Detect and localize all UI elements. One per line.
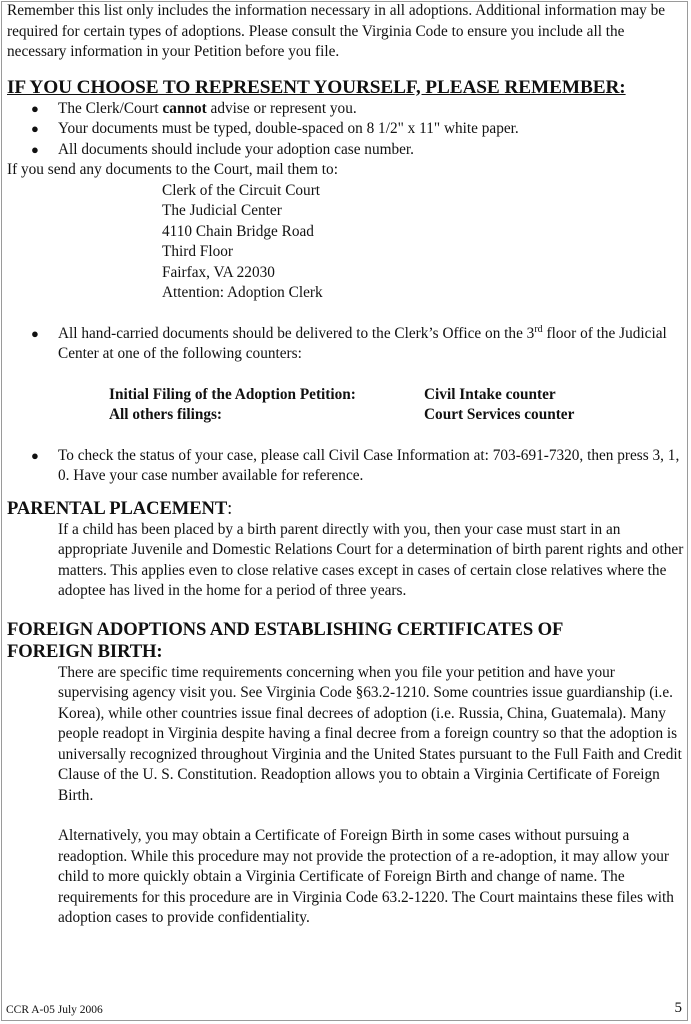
table-row [109,385,687,406]
bullet-icon: ● [31,121,39,136]
parental-paragraph: If a child has been placed by a birth parent directly with you, then your case must start in an appropriate Juvenile and Domestic Relations Court for a determination of birth parent rights and other matters. This applies even to close relative cases except in cases of certain close relatives where the adoptee has lived in the home for a period of three years. [58,520,684,599]
list-item: ● To check the status of your case, please call Civil Case Information at: 703-691-7320, then press 3, 1, 0. Have your case number available for reference. [31,446,680,484]
parental-heading: PARENTAL PLACEMENT: [7,497,233,519]
counter-label: Initial Filing of the Adoption Petition: [109,385,356,403]
foreign-paragraph-2: Alternatively, you may obtain a Certificate of Foreign Birth in some cases without pursuing a readoption. While this procedure may not provide the protection of a re-adoption, it may allow your child to more quickly obtain a Virginia Certificate of Foreign Birth and change of name. The requirements for this procedure are in Virginia Code 63.2-1220. The Court maintains these files with adoption cases to provide confidentiality. [58,827,674,926]
hand-carried-list [7,324,687,365]
address-line: Fairfax, VA 22030 [162,263,275,281]
mailing-address [7,181,687,304]
status-list [7,446,687,487]
list-item: ● Your documents must be typed, double-spaced on 8 1/2" x 11" white paper. [7,119,687,140]
intro-paragraph: Remember this list only includes the information necessary in all adoptions. Additional information may be required for certain types of adoptions. Please consult the Virginia Code to ensure you include all the necessary information in your Petition before you file. [7,2,666,60]
list-item: ● All documents should include your adoption case number. [7,140,687,161]
foreign-heading: FOREIGN ADOPTIONS AND ESTABLISHING CERTIFICATES OF FOREIGN BIRTH: [7,618,564,662]
counter-value: Civil Intake counter [424,385,556,403]
form-id: CCR A-05 July 2006 [6,1004,103,1016]
address-line: Attention: Adoption Clerk [162,284,323,301]
address-line: Third Floor [162,243,233,260]
foreign-paragraph-1: There are specific time requirements concerning when you file your petition and have your supervising agency visit you. See Virginia Code §63.2-1210. Some countries issue guardianship (i.e. Korea), while other countries issue final decrees of adoption (i.e. Russia, China, Guatemala). Many people readopt in Virginia despite having a final decree from a foreign country so that the adoption is universally recognized throughout Virginia and the United States pursuant to the Full Faith and Credit Clause of the U. S. Constitution. Readoption allows you to obtain a Virginia Certificate of Foreign Birth. [58,663,682,804]
page-number: 5 [674,1000,682,1016]
bullet-icon: ● [31,325,39,341]
table-row [109,405,687,426]
emphasis-cannot: cannot [162,99,207,117]
bullet-icon: ● [31,141,39,157]
counter-value: Court Services counter [424,406,575,423]
mail-intro: If you send any documents to the Court, mail them to: [7,161,338,178]
list-item: ● The Clerk/Court cannot advise or represent you. [7,99,687,120]
represent-heading: IF YOU CHOOSE TO REPRESENT YOURSELF, PLEASE REMEMBER: [7,76,626,98]
bullet-icon: ● [31,100,39,116]
list-item: ● All hand-carried documents should be delivered to the Clerk’s Office on the 3rd floor of the Judicial Center at one of the following counters: [31,323,667,362]
page-footer [6,1000,686,1017]
counters-table [109,385,687,426]
address-line: The Judicial Center [162,202,282,219]
bullet-icon: ● [31,447,39,463]
represent-list [7,99,687,161]
address-line: Clerk of the Circuit Court [162,181,321,199]
address-line: 4110 Chain Bridge Road [162,222,314,240]
counter-label: All others filings: [109,406,223,423]
document-page [7,1,687,929]
